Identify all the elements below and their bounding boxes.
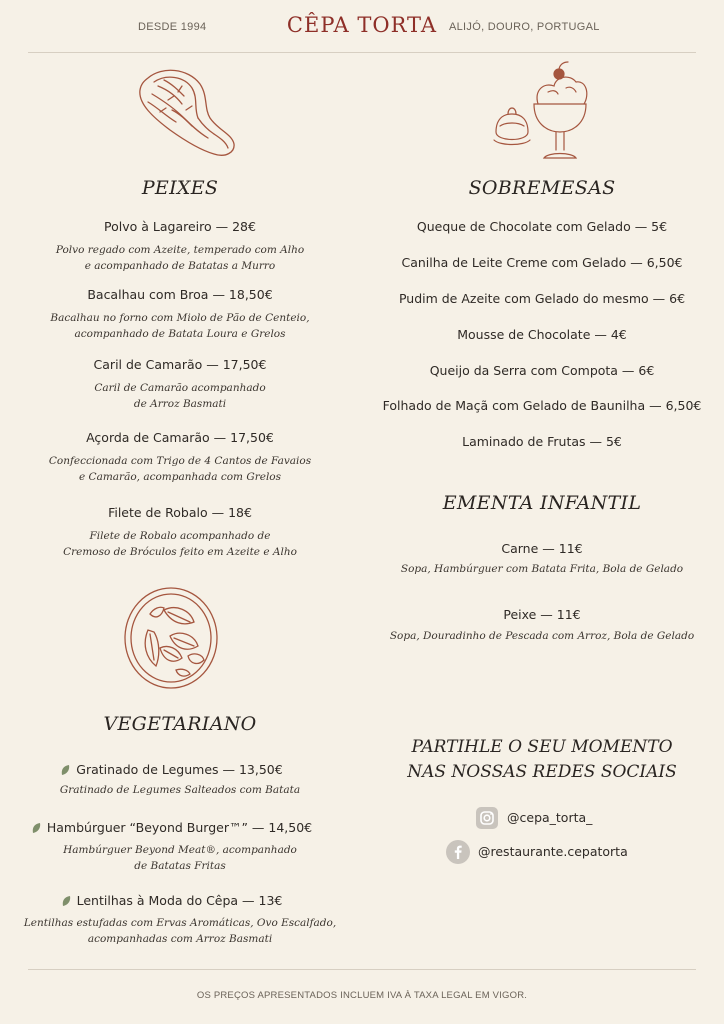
- menu-item-name: Bacalhau com Broa — 18,50€: [87, 287, 273, 302]
- menu-item-name: Peixe — 11€: [503, 607, 581, 622]
- section-title-vegetariano: VEGETARIANO: [103, 713, 257, 735]
- leaf-icon: [62, 895, 71, 907]
- section-title-peixes: PEIXES: [141, 177, 219, 199]
- header-since: DESDE 1994: [138, 21, 207, 33]
- menu-item-vegetarian: [0, 762, 344, 777]
- social-heading-line1: PARTIHLE O SEU MOMENTO: [411, 737, 673, 757]
- menu-item-description: Hambúrguer Beyond Meat®, acompanhado: [63, 844, 297, 856]
- restaurant-name: CÊPA TORTA: [286, 13, 438, 37]
- footer-divider: [28, 969, 696, 970]
- instagram-handle[interactable]: @cepa_torta_: [507, 810, 593, 825]
- menu-item-vegetarian: [0, 820, 344, 835]
- menu-item-description: Cremoso de Bróculos feito em Azeite e Alho: [63, 546, 297, 558]
- menu-item-description: Caril de Camarão acompanhado: [94, 382, 266, 394]
- facebook-handle[interactable]: @restaurante.cepatorta: [478, 844, 628, 859]
- dessert-illustration: [490, 60, 600, 168]
- menu-item-name: Folhado de Maçã com Gelado de Baunilha — 6,50€: [382, 398, 702, 413]
- menu-item-name: Gratinado de Legumes — 13,50€: [76, 762, 283, 777]
- section-title-ementa-infantil: EMENTA INFANTIL: [442, 492, 642, 514]
- menu-item-name: Açorda de Camarão — 17,50€: [86, 430, 274, 445]
- menu-item-description: Bacalhau no forno com Miolo de Pão de Centeio,: [50, 312, 310, 324]
- menu-item-description: de Arroz Basmati: [133, 398, 227, 410]
- salad-bowl-illustration: [120, 586, 222, 692]
- menu-item-name: Carne — 11€: [501, 541, 583, 556]
- instagram-icon[interactable]: [476, 807, 498, 829]
- menu-item-name: Laminado de Frutas — 5€: [462, 434, 622, 449]
- menu-item-name: Queque de Chocolate com Gelado — 5€: [416, 219, 668, 234]
- menu-item-name: Caril de Camarão — 17,50€: [93, 357, 267, 372]
- leaf-icon: [61, 764, 70, 776]
- menu-item-description: Gratinado de Legumes Salteados com Batata: [59, 784, 301, 796]
- section-title-sobremesas: SOBREMESAS: [468, 177, 616, 199]
- menu-item-description: Polvo regado com Azeite, temperado com Alho: [55, 244, 305, 256]
- menu-item-name: Mousse de Chocolate — 4€: [457, 327, 627, 342]
- menu-item-description: de Batatas Fritas: [134, 860, 226, 872]
- leaf-icon: [32, 822, 41, 834]
- menu-item-description: e Camarão, acompanhada com Grelos: [78, 471, 282, 483]
- menu-item-description: e acompanhado de Batatas a Murro: [84, 260, 276, 272]
- menu-item-description: acompanhadas com Arroz Basmati: [87, 933, 273, 945]
- menu-item-description: acompanhado de Batata Loura e Grelos: [74, 328, 286, 340]
- menu-item-name: Pudim de Azeite com Gelado do mesmo — 6€: [398, 291, 686, 306]
- menu-item-name: Canilha de Leite Creme com Gelado — 6,50€: [401, 255, 683, 270]
- menu-item-description: Lentilhas estufadas com Ervas Aromáticas, Ovo Escalfado,: [23, 917, 337, 929]
- menu-item-description: Sopa, Douradinho de Pescada com Arroz, Bola de Gelado: [389, 630, 695, 642]
- header-divider: [28, 52, 696, 53]
- facebook-icon[interactable]: [446, 840, 470, 864]
- menu-item-name: Polvo à Lagareiro — 28€: [104, 219, 256, 234]
- fish-steak-illustration: [128, 64, 240, 164]
- header-location: ALIJÓ, DOURO, PORTUGAL: [449, 21, 600, 33]
- menu-item-name: Queijo da Serra com Compota — 6€: [429, 363, 655, 378]
- menu-item-name: Hambúrguer “Beyond Burger™” — 14,50€: [46, 820, 313, 835]
- footer-note: OS PREÇOS APRESENTADOS INCLUEM IVA À TAXA LEGAL EM VIGOR.: [196, 990, 528, 1001]
- menu-item-description: Sopa, Hambúrguer com Batata Frita, Bola de Gelado: [400, 563, 684, 575]
- menu-item-vegetarian: [0, 893, 344, 908]
- social-heading: [360, 735, 724, 785]
- menu-item-description: Confeccionada com Trigo de 4 Cantos de Favaios: [48, 455, 312, 467]
- menu-item-description: Filete de Robalo acompanhado de: [89, 530, 271, 542]
- page-header: [0, 0, 724, 52]
- menu-item-name: Lentilhas à Moda do Cêpa — 13€: [76, 893, 283, 908]
- menu-item-name: Filete de Robalo — 18€: [108, 505, 252, 520]
- social-heading-line2: NAS NOSSAS REDES SOCIAIS: [407, 762, 677, 782]
